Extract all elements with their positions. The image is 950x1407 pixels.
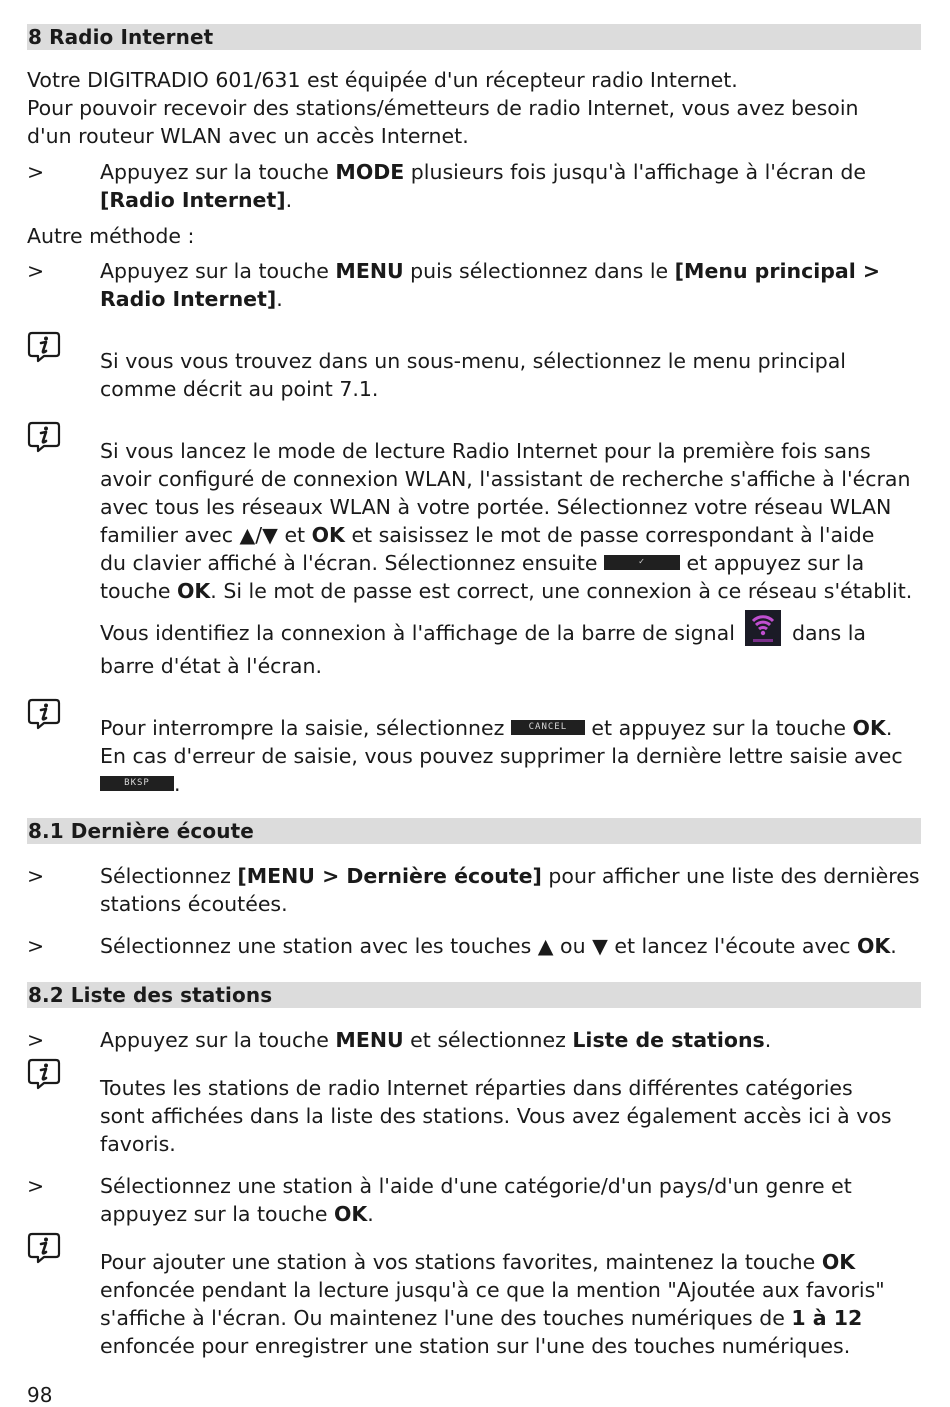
step-mode-button [27,158,921,214]
menu-target: [MENU > Dernière écoute] [237,864,542,888]
note-text: dans la [785,621,866,645]
note-text: . [885,716,893,740]
note-line: Toutes les stations de radio Internet réparties dans différentes catégories [100,1076,853,1100]
intro-paragraph [27,66,921,150]
step-text: stations écoutées. [100,892,288,916]
info-icon [27,1058,61,1090]
backspace-screen-button: BKSP [100,776,174,791]
menu-target: [Radio Internet] [100,188,286,212]
info-icon [27,698,61,730]
note-text: du clavier affiché à l'écran. Sélectionnez ensuite [100,551,605,575]
section-heading-station-list: 8.2 Liste des stations [27,982,921,1008]
menu-target: Radio Internet] [100,287,277,311]
note-text: Vous identifiez la connexion à l'affichage de la barre de signal [100,621,742,645]
info-note-favorites [27,1234,921,1360]
note-line: En cas d'erreur de saisie, vous pouvez supprimer la dernière lettre saisie avec [100,744,903,768]
step-text: plusieurs fois jusqu'à l'affichage à l'écran de [404,160,866,184]
note-line: avoir configuré de connexion WLAN, l'assistant de recherche s'affiche à l'écran [100,467,911,491]
note-text: et saisissez le mot de passe correspondant à l'aide [344,523,875,547]
info-note-wlan-setup [27,423,921,680]
step-text: Sélectionnez une station à l'aide d'une catégorie/d'un pays/d'un genre et [100,1174,852,1198]
step-text: appuyez sur la touche [100,1202,334,1226]
note-line: Si vous lancez le mode de lecture Radio Internet pour la première fois sans [100,439,871,463]
key-label-menu: MENU [335,1028,404,1052]
step-open-station-list [27,1026,921,1054]
step-text: Sélectionnez une station avec les touches ▲ ou ▼ et lancez l'écoute avec [100,934,857,958]
key-label-ok: OK [852,716,886,740]
key-label-numbers: 1 à 12 [791,1306,863,1330]
note-line: Si vous vous trouvez dans un sous-menu, sélectionnez le menu principal [100,349,846,373]
step-text: . [367,1202,374,1226]
note-text: . Si le mot de passe est correct, une connexion à ce réseau s'établit. [210,579,913,603]
step-text: . [764,1028,772,1052]
step-bullet: > [27,864,45,888]
step-text: puis sélectionnez dans le [403,259,675,283]
note-line: enfoncée pendant la lecture jusqu'à ce que la mention "Ajoutée aux favoris" [100,1278,885,1302]
confirm-screen-button: ✓ [604,555,680,570]
note-line: barre d'état à l'écran. [100,654,322,678]
info-note-submenu [27,333,921,403]
step-text: Sélectionnez [100,864,238,888]
step-last-listened [27,862,921,918]
note-text: Pour ajouter une station à vos stations favorites, maintenez la touche [100,1250,822,1274]
manual-page [27,24,921,1360]
intro-line: Votre DIGITRADIO 601/631 est équipée d'un récepteur radio Internet. [27,68,738,92]
page-number: 98 [27,1383,53,1407]
step-bullet: > [27,1174,45,1198]
alternative-method-label: Autre méthode : [27,224,195,248]
note-line: comme décrit au point 7.1. [100,377,379,401]
cancel-screen-button: CANCEL [511,720,585,735]
step-bullet: > [27,1028,45,1052]
step-select-station [27,932,921,960]
note-text: et appuyez sur la [680,551,865,575]
info-note-station-categories [27,1060,921,1158]
info-icon [27,331,61,363]
step-bullet: > [27,934,45,958]
step-text: . [276,287,283,311]
step-text: et sélectionnez [403,1028,573,1052]
note-line: avec tous les réseaux WLAN à votre portée. Sélectionnez votre réseau WLAN [100,495,892,519]
wifi-signal-icon [745,610,781,646]
key-label-ok: OK [176,579,211,603]
intro-line: d'un routeur WLAN avec un accès Internet. [27,124,469,148]
key-label-mode: MODE [335,160,405,184]
key-label-ok: OK [333,1202,368,1226]
note-text: s'affiche à l'écran. Ou maintenez l'une des touches numériques de [100,1306,792,1330]
key-label-ok: OK [311,523,345,547]
menu-target: [Menu principal > [674,259,881,283]
step-text: Appuyez sur la touche [100,160,336,184]
note-line: favoris. [100,1132,176,1156]
note-text: et appuyez sur la touche [591,716,853,740]
step-text: . [890,934,897,958]
note-text: familier avec ▲/▼ et [100,523,312,547]
step-text: . [285,188,293,212]
step-text: Appuyez sur la touche [100,1028,336,1052]
menu-target: Liste de stations [572,1028,765,1052]
section-heading-last-listened: 8.1 Dernière écoute [27,818,921,844]
section-heading-radio-internet: 8 Radio Internet [27,24,921,50]
note-text: . [174,772,181,796]
note-text: touche [100,579,177,603]
key-label-ok: OK [856,934,891,958]
note-line: sont affichées dans la liste des stations. Vous avez également accès ici à vos [100,1104,892,1128]
step-menu-button [27,257,921,313]
key-label-ok: OK [821,1250,856,1274]
step-bullet: > [27,259,45,283]
step-bullet: > [27,160,45,184]
info-icon [27,421,61,453]
step-choose-category [27,1172,921,1228]
step-text: pour afficher une liste des dernières [541,864,920,888]
step-text: Appuyez sur la touche [100,259,336,283]
info-note-cancel-input [27,700,921,798]
info-icon [27,1232,61,1264]
note-text: Pour interrompre la saisie, sélectionnez [100,716,511,740]
key-label-menu: MENU [335,259,404,283]
intro-line: Pour pouvoir recevoir des stations/émetteurs de radio Internet, vous avez besoin [27,96,859,120]
note-line: enfoncée pour enregistrer une station sur l'une des touches numériques. [100,1334,851,1358]
